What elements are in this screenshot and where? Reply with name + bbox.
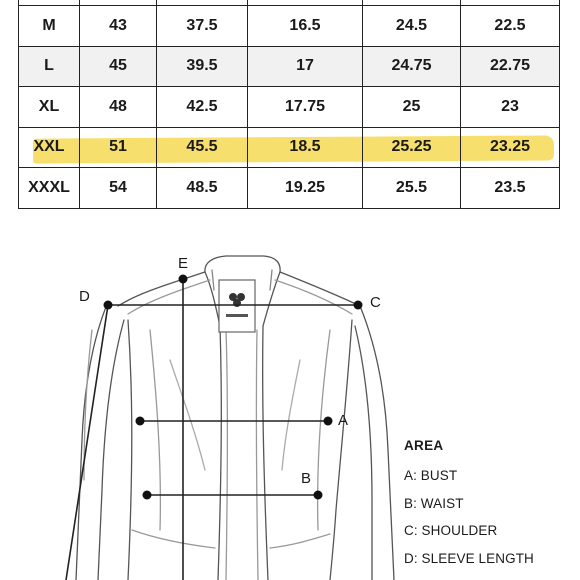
brand-tag bbox=[219, 280, 255, 332]
size-cell: XXXL bbox=[19, 168, 80, 209]
marker-label-d: D bbox=[79, 288, 90, 305]
measure-cell: 48.5 bbox=[157, 168, 248, 209]
measure-cell: 17.75 bbox=[248, 87, 363, 128]
measure-cell: 54 bbox=[80, 168, 157, 209]
legend-item-shoulder: C: SHOULDER bbox=[404, 523, 498, 538]
legend-item-bust: A: BUST bbox=[404, 468, 458, 483]
measure-cell: 48 bbox=[80, 87, 157, 128]
measure-cell: 51 bbox=[80, 127, 157, 168]
measure-cell: 42.5 bbox=[157, 87, 248, 128]
sleeve-line-d bbox=[66, 305, 108, 580]
table-row bbox=[19, 6, 560, 47]
size-cell: XL bbox=[19, 87, 80, 128]
measure-cell: 37.5 bbox=[157, 6, 248, 47]
measure-cell: 22.5 bbox=[461, 6, 560, 47]
size-cell: XXL bbox=[19, 127, 80, 168]
size-cell: L bbox=[19, 46, 80, 87]
marker-label-b: B bbox=[301, 470, 312, 487]
measure-cell: 23.25 bbox=[461, 127, 560, 168]
measure-cell: 45.5 bbox=[157, 127, 248, 168]
table-row bbox=[19, 168, 560, 209]
legend-title: AREA bbox=[404, 438, 444, 453]
marker-label-c: C bbox=[370, 294, 381, 311]
measure-cell: 19.25 bbox=[248, 168, 363, 209]
table-row bbox=[19, 87, 560, 128]
measure-cell: 25 bbox=[363, 87, 461, 128]
size-chart-table bbox=[18, 0, 560, 209]
measure-cell: 17 bbox=[248, 46, 363, 87]
marker-label-a: A bbox=[338, 412, 349, 429]
measure-cell: 24.5 bbox=[363, 6, 461, 47]
measure-cell: 23 bbox=[461, 87, 560, 128]
measure-cell: 39.5 bbox=[157, 46, 248, 87]
measure-cell: 23.5 bbox=[461, 168, 560, 209]
measure-cell: 18.5 bbox=[248, 127, 363, 168]
measure-cell: 16.5 bbox=[248, 6, 363, 47]
measure-cell: 43 bbox=[80, 6, 157, 47]
table-row-highlighted bbox=[19, 127, 560, 168]
marker-label-e: E bbox=[178, 255, 189, 272]
measure-cell: 24.75 bbox=[363, 46, 461, 87]
measure-cell: 25.25 bbox=[363, 127, 461, 168]
size-cell: M bbox=[19, 6, 80, 47]
legend-item-sleeve-length: D: SLEEVE LENGTH bbox=[404, 550, 534, 566]
legend-item-waist: B: WAIST bbox=[404, 495, 464, 511]
table-row bbox=[19, 46, 560, 87]
measure-cell: 22.75 bbox=[461, 46, 560, 87]
measure-cell: 45 bbox=[80, 46, 157, 87]
measurement-legend bbox=[404, 438, 534, 578]
measure-cell: 25.5 bbox=[363, 168, 461, 209]
